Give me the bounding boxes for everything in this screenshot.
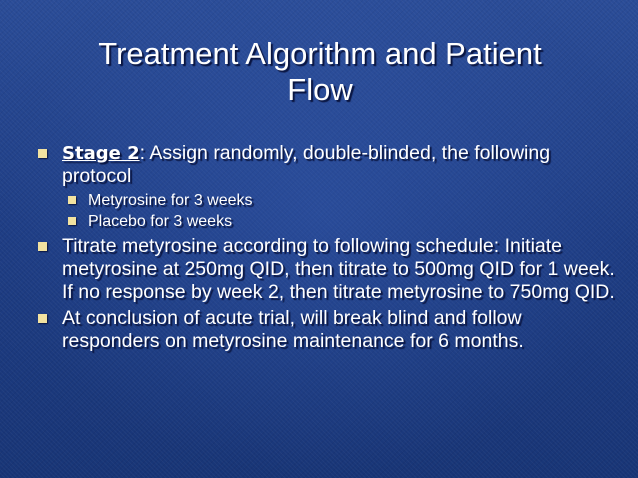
bullet-item-titrate <box>38 235 618 304</box>
stage-label: Stage 2 <box>62 143 140 164</box>
title-line-1: Treatment Algorithm and Patient <box>98 36 542 71</box>
square-bullet-icon <box>38 314 47 323</box>
slide-title <box>40 36 600 108</box>
square-bullet-icon <box>68 217 76 225</box>
bullet-text: Titrate metyrosine according to following schedule: Initiate metyrosine at 250mg QID, then titrate to 500mg QID for 1 week. If no response by week 2, then titrate metyrosine to 750mg QID. <box>62 235 615 303</box>
bullet-item-conclusion <box>38 307 618 353</box>
sub-bullet-item-placebo <box>62 211 618 232</box>
sub-bullet-list <box>62 190 618 232</box>
bullet-item-stage-2 <box>38 142 618 232</box>
title-line-2: Flow <box>287 72 353 107</box>
sub-bullet-item-metyrosine <box>62 190 618 211</box>
square-bullet-icon <box>38 149 47 158</box>
square-bullet-icon <box>68 196 76 204</box>
square-bullet-icon <box>38 242 47 251</box>
sub-bullet-text: Placebo for 3 weeks <box>88 213 233 230</box>
bullet-text: At conclusion of acute trial, will break blind and follow responders on metyrosine maintenance for 6 months. <box>62 307 524 352</box>
bullet-list <box>38 142 618 356</box>
sub-bullet-text: Metyrosine for 3 weeks <box>88 192 253 209</box>
bullet-text: : Assign randomly, double-blinded, the following protocol <box>62 142 551 187</box>
